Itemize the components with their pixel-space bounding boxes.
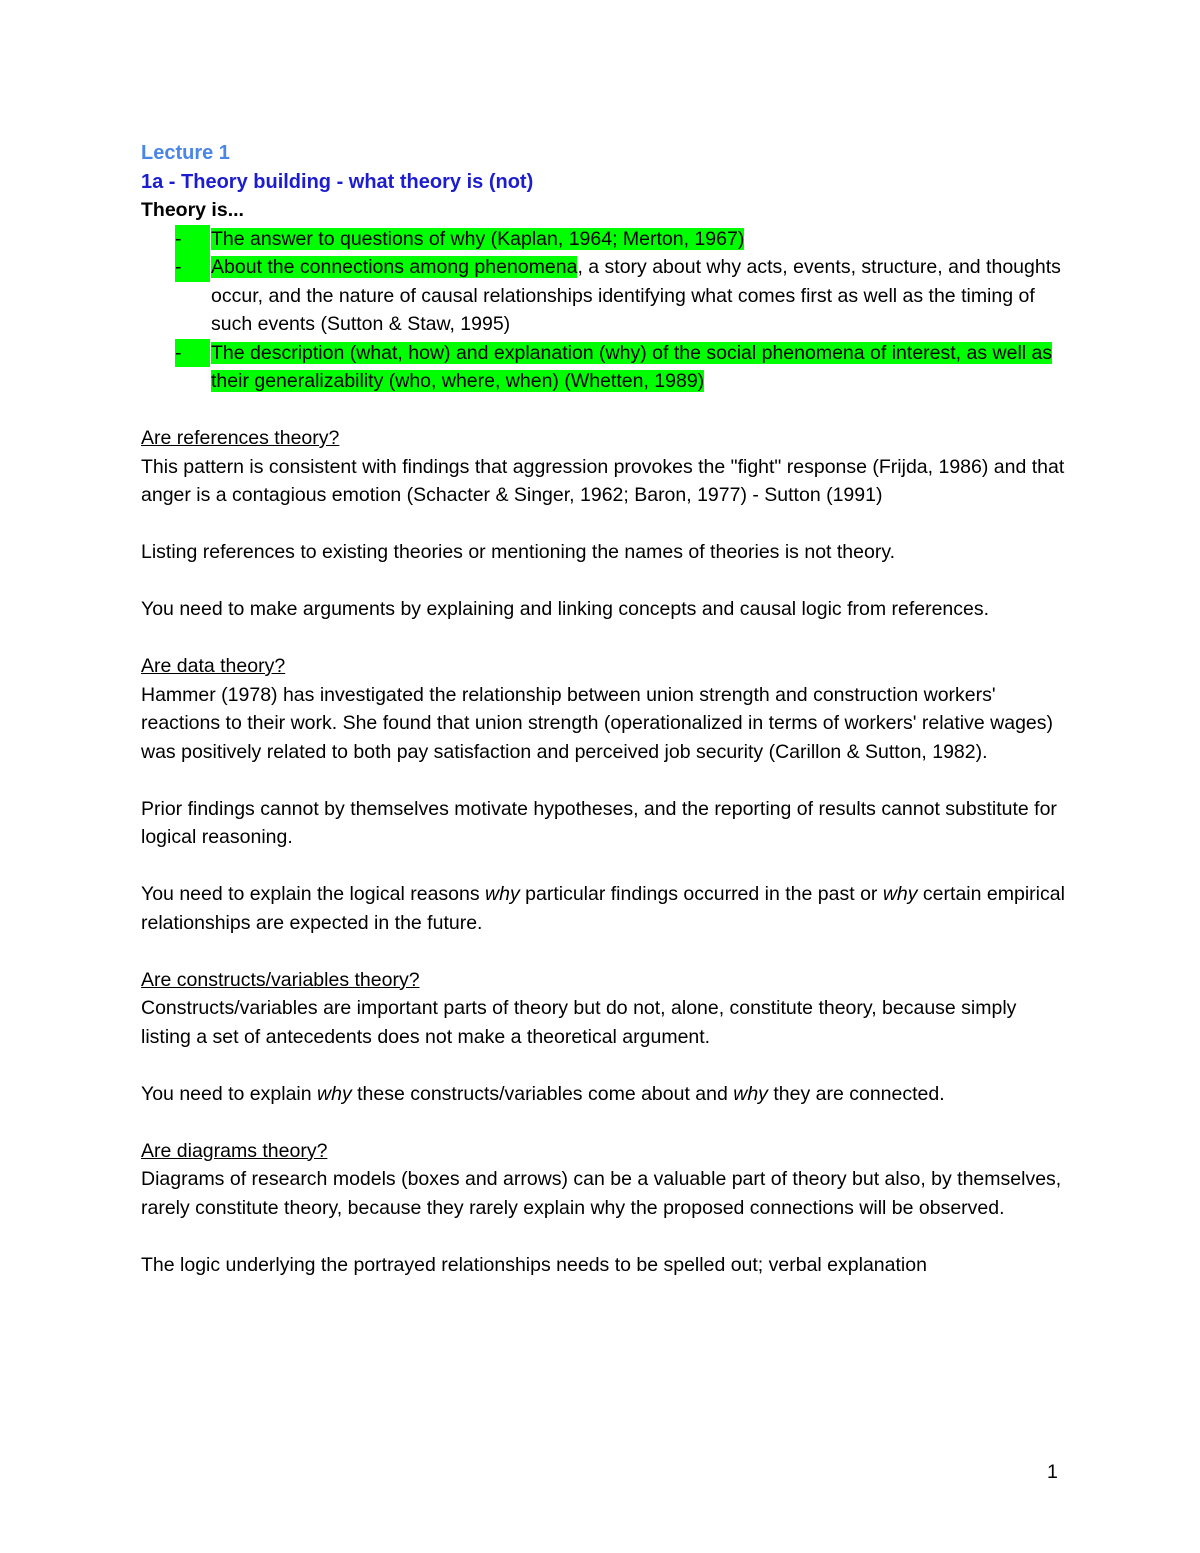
data-example: Hammer (1978) has investigated the relationship between union strength and construction workers' reactions to their work. She found that union strength (operationalized in terms of workers' relative wages) was positively related to both pay satisfaction and perceived job security (Carillon & Sutton, 1982). (141, 683, 1054, 763)
text-run: these constructs/variables come about and (351, 1082, 734, 1105)
references-heading: Are references theory? (141, 427, 340, 449)
bullet-highlight-text: About the connections among phenomena (211, 256, 578, 278)
text-run: You need to explain the logical reasons (141, 883, 486, 905)
bullet-dash: - (175, 253, 210, 282)
references-paragraph-2: You need to make arguments by explaining and linking concepts and causal logic from references. (141, 598, 990, 620)
bullet-text: , a story about why acts, events, structure, and thoughts occur, and the nature of causal relationships identifying what comes first as well as the timing of such events (Sutton & Staw, 1995) (211, 256, 1061, 335)
document-body (141, 139, 1071, 1279)
data-paragraph-1: Prior findings cannot by themselves motivate hypotheses, and the reporting of results cannot substitute for logical reasoning. (141, 797, 1057, 848)
section-subtitle: 1a - Theory building - what theory is (not) (141, 170, 534, 193)
constructs-paragraph-2 (141, 1080, 1071, 1109)
text-run: they are connected. (767, 1082, 945, 1105)
list-item (141, 225, 1071, 254)
constructs-paragraph-1: Constructs/variables are important parts of theory but do not, alone, constitute theory, because simply listing a set of antecedents does not make a theoretical argument. (141, 997, 1017, 1048)
diagrams-paragraph-1: Diagrams of research models (boxes and arrows) can be a valuable part of theory but also, by themselves, rarely constitute theory, because they rarely explain why the proposed connections will be observed. (141, 1168, 1062, 1219)
bullet-text: The answer to questions of why (Kaplan, 1964; Merton, 1967) (211, 227, 745, 250)
references-paragraph-1: Listing references to existing theories or mentioning the names of theories is not theory. (141, 541, 896, 563)
references-example: This pattern is consistent with findings that aggression provokes the "fight" response (Frijda, 1986) and that anger is a contagious emotion (Schacter & Singer, 1962; Baron, 1977) - Sutton (1991) (141, 455, 1065, 506)
text-run: certain empirical relationships are expected in the future. (141, 883, 1065, 934)
text-run: You need to explain (141, 1082, 318, 1105)
list-item (141, 339, 1071, 396)
list-item (141, 253, 1071, 339)
emphasis-why: why (317, 1082, 352, 1105)
data-paragraph-2 (141, 880, 1071, 937)
constructs-heading: Are constructs/variables theory? (141, 968, 420, 991)
theory-bullet-list (141, 225, 1071, 396)
lecture-title: Lecture 1 (141, 142, 230, 164)
page-number: 1 (1047, 1461, 1058, 1483)
text-run: particular findings occurred in the past or (519, 883, 883, 905)
emphasis-why: why (485, 883, 520, 905)
emphasis-why: why (733, 1082, 768, 1105)
theory-is-label: Theory is... (141, 199, 244, 221)
data-heading: Are data theory? (141, 655, 286, 677)
diagrams-paragraph-2: The logic underlying the portrayed relationships needs to be spelled out; verbal explanation (141, 1253, 927, 1276)
bullet-text: The description (what, how) and explanation (why) of the social phenomena of interest, as well as their generalizability (who, where, when) (Whetten, 1989) (211, 341, 1053, 392)
bullet-dash: - (175, 339, 210, 368)
bullet-dash: - (175, 225, 210, 254)
emphasis-why: why (882, 883, 918, 905)
diagrams-heading: Are diagrams theory? (141, 1139, 328, 1162)
